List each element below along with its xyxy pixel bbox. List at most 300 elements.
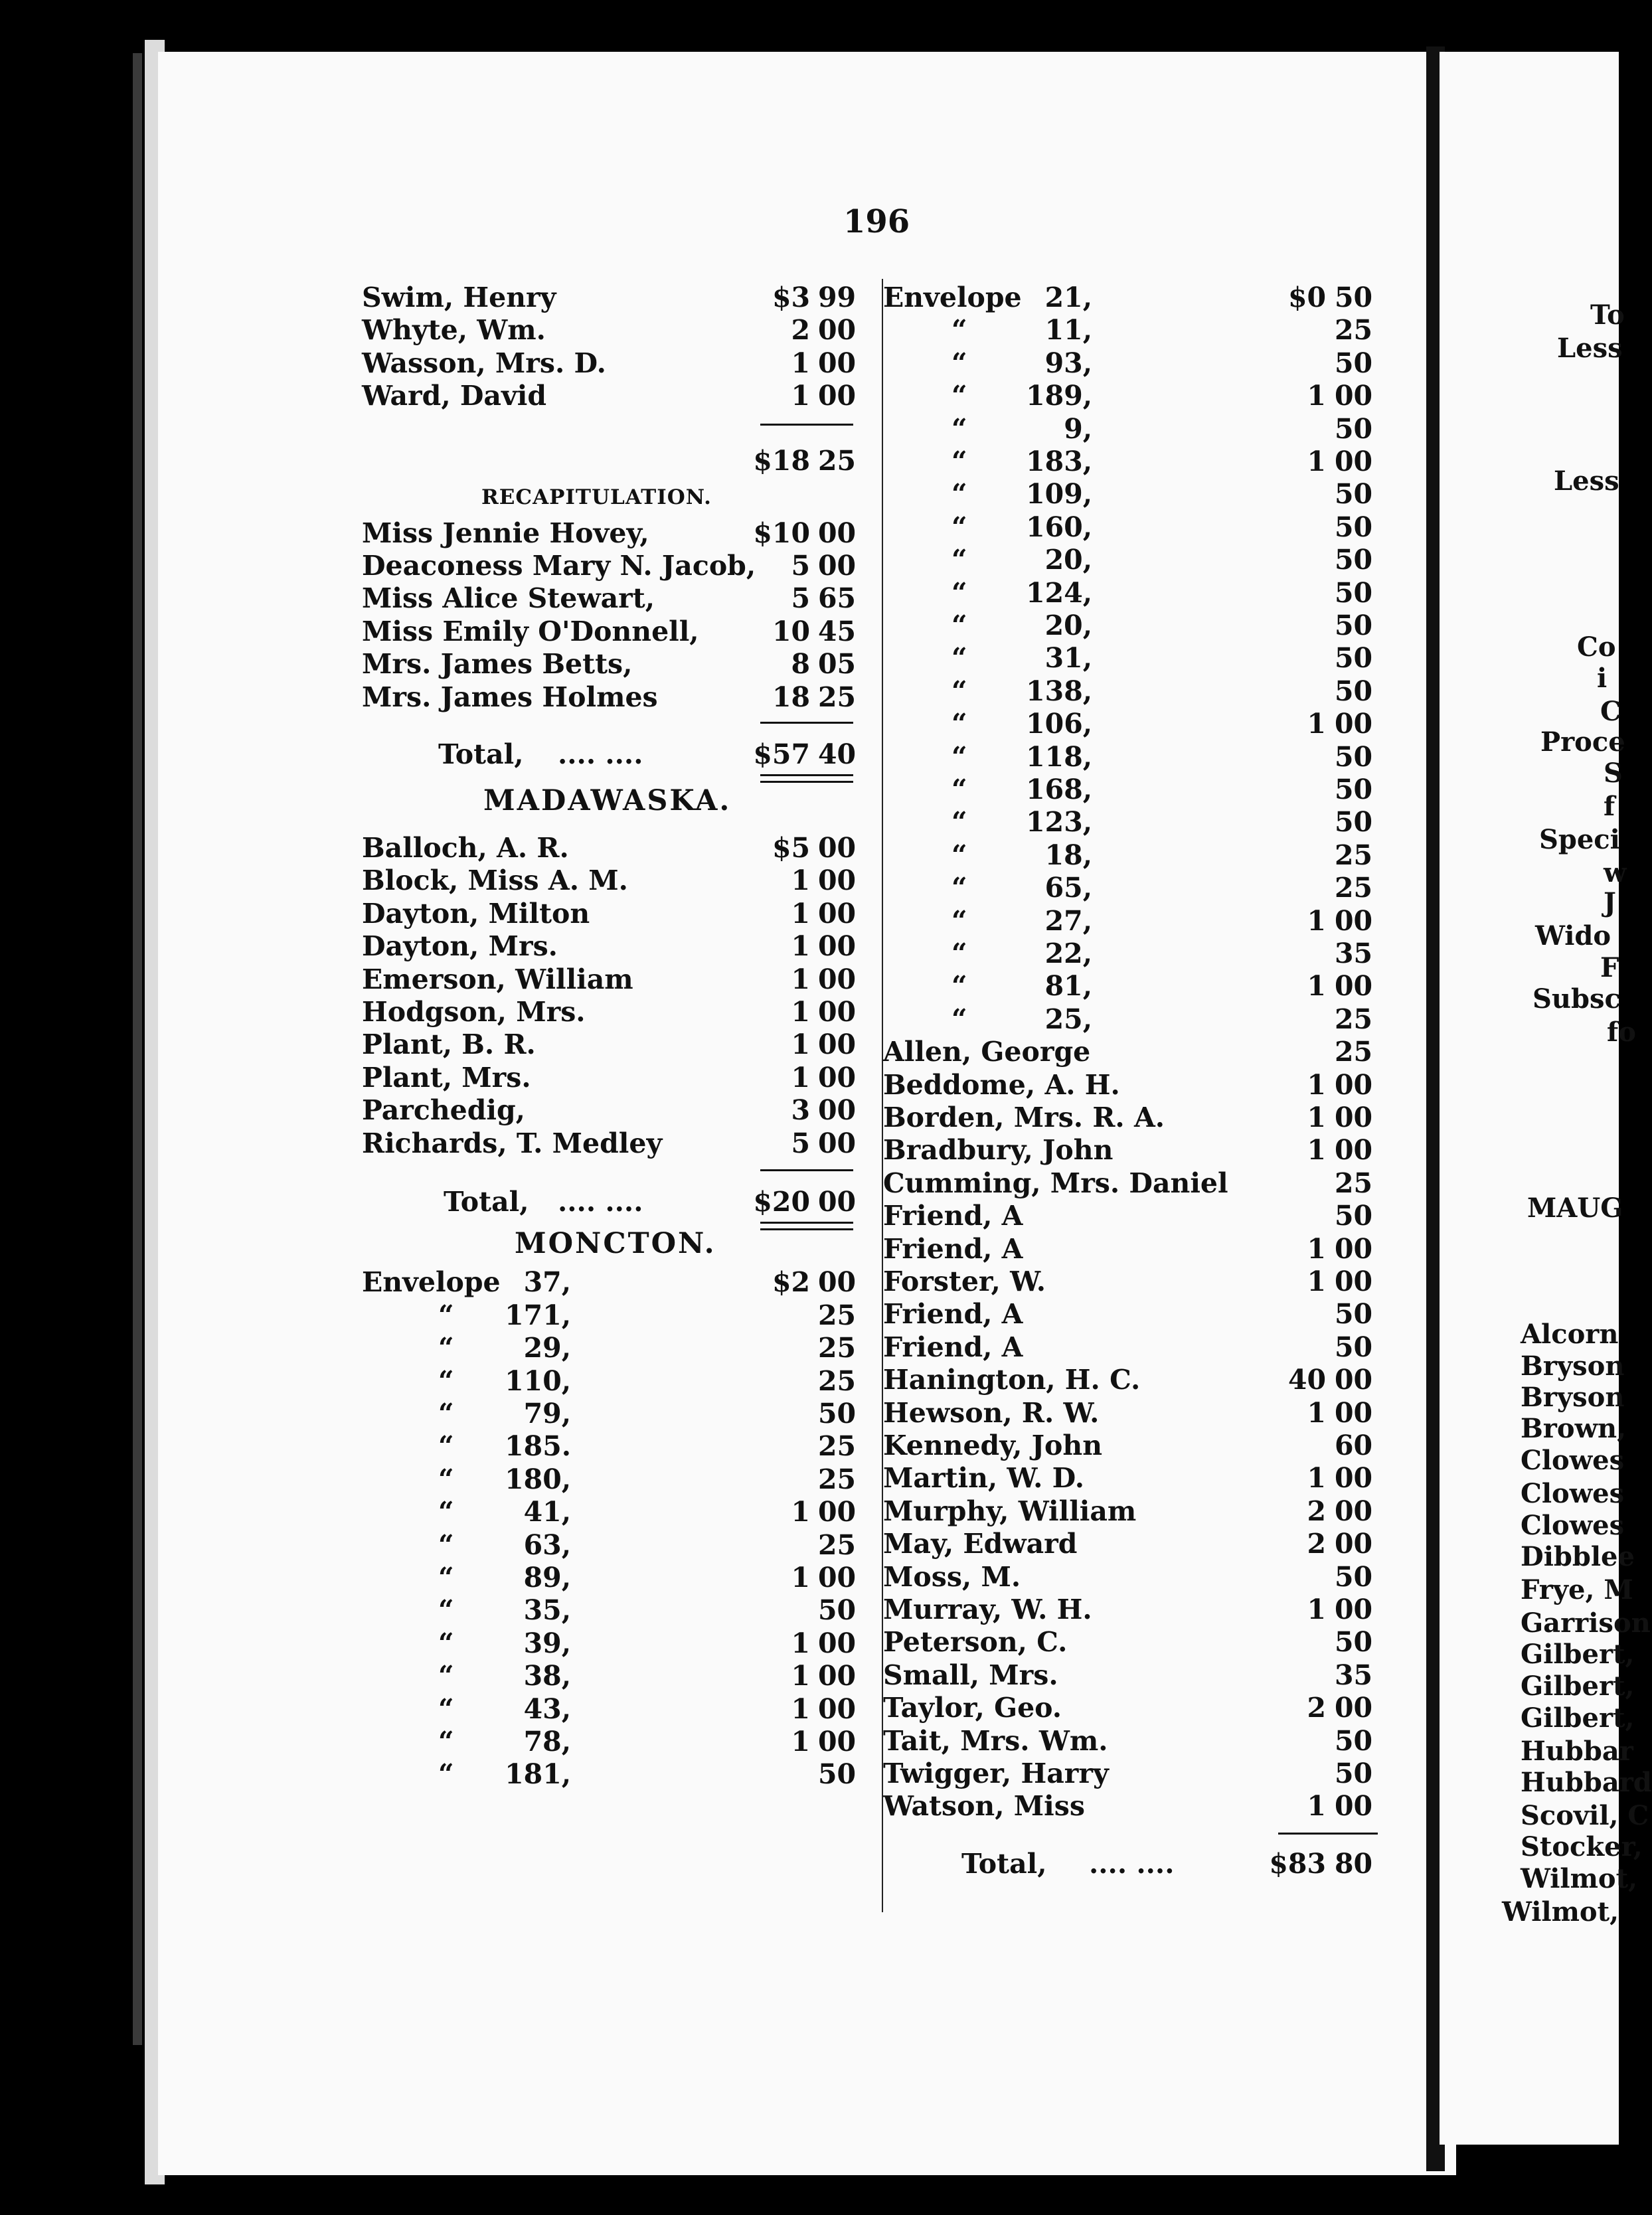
entry-name: Mrs. James Betts,	[362, 648, 633, 681]
opposite-page-text: To	[1590, 299, 1625, 331]
envelope-number: 29,	[523, 1332, 571, 1364]
entry-name: Envelope	[883, 282, 1022, 313]
amount-cents: 00	[818, 1028, 857, 1061]
double-rule	[760, 1228, 853, 1230]
amount-cents: 25	[1335, 839, 1373, 871]
amount-cents: 25	[1335, 1036, 1373, 1068]
envelope-number: 41,	[523, 1496, 571, 1528]
amount-dollars: 1	[1307, 904, 1326, 937]
amount-dollars: $3	[772, 282, 810, 313]
amount-dollars: 1	[791, 1627, 810, 1659]
amount-cents: 50	[1335, 806, 1373, 839]
amount-cents: 50	[818, 1398, 857, 1430]
entry-name: Deaconess Mary N. Jacob,	[362, 550, 756, 582]
amount-cents: 35	[1335, 1659, 1373, 1691]
entry-name: Small, Mrs.	[883, 1659, 1058, 1691]
amount-cents: 00	[1335, 1462, 1373, 1495]
amount-cents: 00	[818, 1496, 857, 1528]
amount-dollars: 1	[791, 347, 810, 379]
entry-name: “	[951, 642, 967, 675]
opposite-page-text: Alcorn	[1521, 1319, 1619, 1350]
amount-dollars: $20	[753, 1186, 810, 1218]
entry-name: Miss Emily O'Donnell,	[362, 615, 699, 647]
amount-dollars: 5	[791, 582, 810, 615]
opposite-page-text: Wido	[1535, 920, 1611, 951]
entry-name: Miss Alice Stewart,	[362, 582, 655, 615]
envelope-number: 123,	[1026, 806, 1092, 839]
entry-name: Miss Jennie Hovey,	[362, 517, 649, 549]
amount-dollars: 1	[1307, 1462, 1326, 1495]
envelope-number: 38,	[523, 1660, 571, 1692]
amount-cents: 99	[818, 282, 857, 313]
amount-cents: 00	[818, 930, 857, 963]
opposite-page-text: J	[1604, 887, 1616, 918]
amount-cents: 35	[1335, 938, 1373, 969]
amount-cents: 25	[818, 1364, 857, 1397]
amount-cents: 00	[1335, 970, 1373, 1003]
opposite-page-text: Stocker,	[1521, 1831, 1643, 1862]
envelope-number: 118,	[1026, 740, 1092, 773]
entry-name: Beddome, A. H.	[883, 1068, 1120, 1101]
amount-dollars: 1	[791, 1562, 810, 1594]
entry-name: “	[438, 1594, 454, 1627]
entry-name: “	[951, 412, 967, 445]
amount-dollars: 1	[791, 1692, 810, 1725]
opposite-page-text: Subsc	[1532, 983, 1621, 1015]
amount-cents: 00	[818, 1094, 857, 1127]
amount-cents: 50	[1335, 1724, 1373, 1757]
amount-cents: 00	[818, 831, 857, 864]
total-label: Total,	[438, 738, 524, 771]
opposite-page-text: Co	[1577, 631, 1616, 663]
opposite-page-text: S	[1604, 758, 1623, 789]
double-rule	[760, 1222, 853, 1224]
entry-name: Moss, M.	[883, 1560, 1021, 1593]
envelope-number: 43,	[523, 1692, 571, 1725]
opposite-page-text: Dibblee	[1521, 1541, 1635, 1572]
amount-cents: 50	[818, 1594, 857, 1627]
opposite-page-text: Less	[1557, 333, 1623, 364]
entry-name: “	[438, 1364, 454, 1397]
entry-name: “	[951, 904, 967, 937]
amount-dollars: 1	[791, 1496, 810, 1528]
entry-name: Twigger, Harry	[883, 1758, 1109, 1789]
amount-cents: 50	[1335, 610, 1373, 641]
opposite-page-text: C	[1600, 696, 1621, 727]
opposite-page-text: Clowes	[1521, 1478, 1625, 1509]
amount-dollars: 2	[791, 314, 810, 347]
envelope-number: 11,	[1044, 314, 1092, 347]
amount-cents: 40	[818, 738, 857, 771]
amount-cents: 50	[1335, 1200, 1373, 1232]
amount-cents: 50	[1335, 478, 1373, 511]
opposite-page-text: i	[1597, 663, 1608, 694]
amount-cents: 25	[818, 1299, 857, 1331]
envelope-number: 81,	[1044, 970, 1092, 1003]
amount-dollars: 2	[1307, 1528, 1326, 1560]
envelope-number: 160,	[1026, 511, 1092, 543]
amount-cents: 50	[1335, 675, 1373, 707]
entry-name: Friend, A	[883, 1298, 1023, 1331]
envelope-number: 89,	[523, 1562, 571, 1594]
amount-cents: 00	[1335, 380, 1373, 412]
section-heading: MONCTON.	[515, 1227, 716, 1261]
opposite-page-text: F	[1600, 952, 1619, 983]
amount-dollars: 1	[791, 1660, 810, 1692]
opposite-page-text: Brown,	[1521, 1413, 1627, 1444]
envelope-number: 109,	[1026, 478, 1092, 511]
envelope-number: 18,	[1044, 839, 1092, 871]
envelope-number: 79,	[523, 1398, 571, 1430]
entry-name: “	[438, 1562, 454, 1594]
amount-cents: 00	[1335, 1396, 1373, 1429]
envelope-number: 106,	[1026, 708, 1092, 740]
amount-cents: 00	[818, 380, 857, 412]
entry-name: “	[951, 347, 967, 379]
amount-cents: 25	[818, 1463, 857, 1495]
entry-name: “	[438, 1430, 454, 1463]
envelope-number: 93,	[1044, 347, 1092, 379]
amount-dollars: $2	[772, 1266, 810, 1299]
amount-dollars: 1	[791, 864, 810, 897]
amount-dollars: 18	[772, 681, 810, 713]
amount-cents: 00	[818, 347, 857, 379]
total-dots: .... ....	[1089, 1847, 1175, 1880]
entry-name: “	[951, 544, 967, 576]
entry-name: “	[951, 576, 967, 609]
entry-name: Forster, W.	[883, 1266, 1046, 1297]
amount-cents: 00	[818, 1627, 857, 1659]
entry-name: “	[438, 1398, 454, 1430]
amount-cents: 25	[818, 1528, 857, 1561]
amount-cents: 00	[818, 1127, 857, 1159]
opposite-page-text: w	[1604, 857, 1627, 888]
amount-dollars: 1	[1307, 1134, 1326, 1167]
opposite-page-text: Wilmot,	[1521, 1863, 1638, 1894]
total-label: Total,	[961, 1847, 1047, 1880]
opposite-page-text: Gilbert,	[1521, 1639, 1635, 1670]
amount-cents: 00	[818, 1726, 857, 1758]
opposite-page-text: MAUG	[1527, 1192, 1623, 1224]
entry-name: “	[951, 314, 967, 347]
entry-name: Dayton, Milton	[362, 897, 590, 930]
amount-cents: 50	[1335, 1298, 1373, 1331]
amount-cents: 50	[1335, 511, 1373, 543]
amount-dollars: 1	[1307, 1102, 1326, 1133]
entry-name: “	[951, 478, 967, 511]
entry-name: “	[951, 610, 967, 641]
entry-name: “	[951, 446, 967, 477]
amount-cents: 50	[1335, 774, 1373, 805]
amount-cents: 25	[1335, 1003, 1373, 1035]
entry-name: Dayton, Mrs.	[362, 930, 558, 963]
envelope-number: 110,	[505, 1364, 571, 1397]
entry-name: “	[951, 970, 967, 1003]
opposite-page-text: Bryson	[1521, 1382, 1625, 1413]
amount-cents: 50	[1335, 544, 1373, 576]
entry-name: Peterson, C.	[883, 1626, 1068, 1659]
amount-dollars: 5	[791, 550, 810, 582]
amount-dollars: 1	[791, 963, 810, 995]
amount-cents: 50	[1335, 1626, 1373, 1659]
envelope-number: 138,	[1026, 675, 1092, 707]
opposite-page-text: Bryson	[1521, 1351, 1625, 1382]
entry-name: “	[951, 938, 967, 969]
page-number: 196	[843, 203, 910, 240]
section-heading: MADAWASKA.	[483, 784, 732, 818]
amount-dollars: 1	[791, 930, 810, 963]
amount-cents: 00	[818, 1660, 857, 1692]
envelope-number: 168,	[1026, 774, 1092, 805]
envelope-number: 39,	[523, 1627, 571, 1659]
amount-dollars: $83	[1269, 1847, 1326, 1880]
amount-cents: 25	[818, 1430, 857, 1463]
amount-cents: 00	[818, 963, 857, 995]
opposite-page-text: f	[1604, 791, 1615, 822]
entry-name: “	[951, 708, 967, 740]
opposite-page-text: Hubbar	[1521, 1736, 1633, 1767]
amount-cents: 00	[1335, 1790, 1373, 1823]
entry-name: Block, Miss A. M.	[362, 864, 628, 897]
envelope-number: 21,	[1044, 282, 1092, 313]
amount-dollars: 5	[791, 1127, 810, 1159]
amount-dollars: 1	[791, 897, 810, 930]
amount-dollars: 1	[1307, 970, 1326, 1003]
opposite-page-text: fo	[1607, 1017, 1636, 1048]
entry-name: “	[951, 511, 967, 543]
opposite-page-text: Gilbert,	[1521, 1702, 1635, 1734]
amount-cents: 00	[818, 995, 857, 1028]
envelope-number: 124,	[1026, 576, 1092, 609]
amount-dollars: 2	[1307, 1495, 1326, 1527]
amount-dollars: $57	[753, 738, 810, 771]
entry-name: “	[438, 1758, 454, 1791]
amount-cents: 00	[1335, 1364, 1373, 1396]
amount-cents: 50	[1335, 1758, 1373, 1789]
amount-cents: 00	[1335, 1692, 1373, 1724]
entry-name: Plant, B. R.	[362, 1028, 536, 1061]
entry-name: “	[951, 839, 967, 871]
opposite-page-text: Gilbert,	[1521, 1671, 1635, 1702]
entry-name: “	[951, 740, 967, 773]
entry-name: Murray, W. H.	[883, 1594, 1092, 1625]
amount-cents: 00	[1335, 1266, 1373, 1297]
amount-cents: 00	[1335, 1495, 1373, 1527]
entry-name: “	[438, 1528, 454, 1561]
envelope-number: 25,	[1044, 1003, 1092, 1035]
double-rule	[760, 774, 853, 776]
amount-dollars: 1	[1307, 1266, 1326, 1297]
amount-dollars: 1	[1307, 1594, 1326, 1625]
entry-name: Friend, A	[883, 1331, 1023, 1363]
entry-name: “	[951, 675, 967, 707]
double-rule	[760, 781, 853, 783]
amount-cents: 00	[1335, 708, 1373, 740]
envelope-number: 9,	[1064, 412, 1092, 445]
amount-cents: 00	[818, 1186, 857, 1218]
amount-dollars: 1	[791, 1028, 810, 1061]
opposite-page-text: Clowes	[1521, 1510, 1625, 1541]
entry-name: “	[438, 1463, 454, 1495]
opposite-page-text: Wilmot,	[1502, 1896, 1619, 1928]
entry-name: Swim, Henry	[362, 282, 556, 313]
envelope-number: 181,	[505, 1758, 571, 1791]
sum-rule	[760, 722, 853, 724]
envelope-number: 65,	[1044, 872, 1092, 904]
amount-cents: 25	[818, 1332, 857, 1364]
amount-cents: 25	[1335, 314, 1373, 347]
opposite-page-text: Frye, M	[1521, 1574, 1633, 1605]
envelope-number: 189,	[1026, 380, 1092, 412]
entry-name: Allen, George	[883, 1036, 1091, 1068]
amount-cents: 00	[818, 517, 857, 549]
amount-dollars: $10	[753, 517, 810, 549]
amount-cents: 05	[818, 648, 857, 681]
amount-dollars: 1	[1307, 1068, 1326, 1101]
amount-dollars: 1	[1307, 1396, 1326, 1429]
entry-name: Kennedy, John	[883, 1430, 1103, 1461]
amount-dollars: 1	[791, 1726, 810, 1758]
envelope-number: 78,	[523, 1726, 571, 1758]
amount-cents: 00	[1335, 1528, 1373, 1560]
entry-name: “	[438, 1726, 454, 1758]
entry-name: Martin, W. D.	[883, 1462, 1084, 1495]
entry-name: Wasson, Mrs. D.	[362, 347, 606, 379]
amount-cents: 00	[818, 1562, 857, 1594]
entry-name: Richards, T. Medley	[362, 1127, 663, 1159]
envelope-number: 63,	[523, 1528, 571, 1561]
amount-cents: 00	[1335, 904, 1373, 937]
envelope-number: 27,	[1044, 904, 1092, 937]
amount-cents: 65	[818, 582, 857, 615]
amount-cents: 00	[1335, 1594, 1373, 1625]
binding-edge	[133, 53, 142, 2045]
amount-cents: 00	[1335, 1232, 1373, 1265]
amount-dollars: 1	[1307, 446, 1326, 477]
entry-name: Balloch, A. R.	[362, 831, 569, 864]
amount-dollars: 8	[791, 648, 810, 681]
opposite-page-text: Proce	[1540, 726, 1625, 758]
sum-rule	[760, 424, 853, 426]
amount-cents: 00	[818, 314, 857, 347]
entry-name: Hewson, R. W.	[883, 1396, 1100, 1429]
amount-cents: 50	[1335, 347, 1373, 379]
amount-dollars: $0	[1287, 282, 1326, 313]
amount-dollars: 1	[1307, 1790, 1326, 1823]
entry-name: Whyte, Wm.	[362, 314, 546, 347]
entry-name: Taylor, Geo.	[883, 1692, 1062, 1724]
amount-cents: 00	[818, 864, 857, 897]
entry-name: “	[438, 1692, 454, 1725]
entry-name: May, Edward	[883, 1528, 1078, 1560]
amount-dollars: 40	[1287, 1364, 1326, 1396]
entry-name: Tait, Mrs. Wm.	[883, 1724, 1108, 1757]
entry-name: “	[951, 774, 967, 805]
envelope-number: 37,	[523, 1266, 571, 1299]
section-heading: RECAPITULATION.	[481, 485, 712, 510]
amount-dollars: 2	[1307, 1692, 1326, 1724]
entry-name: “	[951, 872, 967, 904]
amount-cents: 50	[1335, 1560, 1373, 1593]
amount-cents: 80	[1335, 1847, 1373, 1880]
entry-name: “	[438, 1660, 454, 1692]
entry-name: Envelope	[362, 1266, 501, 1299]
entry-name: “	[951, 380, 967, 412]
amount-dollars: 3	[791, 1094, 810, 1127]
entry-name: Borden, Mrs. R. A.	[883, 1102, 1165, 1133]
amount-cents: 00	[818, 1061, 857, 1094]
amount-cents: 25	[1335, 872, 1373, 904]
amount-cents: 00	[1335, 446, 1373, 477]
sum-rule	[760, 1169, 853, 1171]
amount-cents: 00	[818, 550, 857, 582]
amount-cents: 25	[1335, 1167, 1373, 1199]
entry-name: Hodgson, Mrs.	[362, 995, 586, 1028]
amount-dollars: 1	[791, 1061, 810, 1094]
amount-cents: 00	[818, 1266, 857, 1299]
amount-dollars: $5	[772, 831, 810, 864]
entry-name: Ward, David	[362, 380, 547, 412]
opposite-page-text: Hubbard	[1521, 1767, 1652, 1798]
sum-rule	[1278, 1833, 1378, 1835]
amount-cents: 25	[818, 445, 857, 477]
amount-cents: 50	[1335, 1331, 1373, 1363]
amount-cents: 50	[1335, 740, 1373, 773]
amount-cents: 00	[1335, 1102, 1373, 1133]
entry-name: Bradbury, John	[883, 1134, 1114, 1167]
amount-cents: 00	[818, 897, 857, 930]
total-dots: .... ....	[558, 738, 643, 771]
amount-cents: 60	[1335, 1430, 1373, 1461]
opposite-page-text: Garrison	[1521, 1607, 1651, 1639]
entry-name: Murphy, William	[883, 1495, 1137, 1527]
amount-cents: 50	[1335, 282, 1373, 313]
amount-cents: 25	[818, 681, 857, 713]
amount-cents: 00	[818, 1692, 857, 1725]
envelope-number: 183,	[1026, 446, 1092, 477]
entry-name: “	[951, 806, 967, 839]
envelope-number: 35,	[523, 1594, 571, 1627]
amount-cents: 00	[1335, 1134, 1373, 1167]
total-label: Total,	[444, 1186, 529, 1218]
entry-name: Mrs. James Holmes	[362, 681, 658, 713]
amount-dollars: 1	[1307, 708, 1326, 740]
entry-name: Emerson, William	[362, 963, 633, 995]
opposite-page-text: Speci	[1539, 824, 1620, 855]
amount-dollars: 1	[1307, 380, 1326, 412]
amount-cents: 50	[818, 1758, 857, 1791]
envelope-number: 22,	[1044, 938, 1092, 969]
envelope-number: 171,	[505, 1299, 571, 1331]
opposite-page-text: Scovil, C	[1521, 1800, 1649, 1831]
envelope-number: 180,	[505, 1463, 571, 1495]
entry-name: Hanington, H. C.	[883, 1364, 1141, 1396]
entry-name: “	[438, 1332, 454, 1364]
envelope-number: 31,	[1044, 642, 1092, 675]
entry-name: “	[438, 1299, 454, 1331]
entry-name: Cumming, Mrs. Daniel	[883, 1167, 1228, 1199]
amount-dollars: 1	[791, 380, 810, 412]
amount-dollars: 10	[772, 615, 810, 647]
entry-name: “	[438, 1627, 454, 1659]
entry-name: Parchedig,	[362, 1094, 525, 1127]
entry-name: “	[438, 1496, 454, 1528]
envelope-number: 20,	[1044, 610, 1092, 641]
entry-name: Friend, A	[883, 1200, 1023, 1232]
amount-cents: 45	[818, 615, 857, 647]
envelope-number: 20,	[1044, 544, 1092, 576]
opposite-page-text: Less	[1554, 465, 1619, 497]
